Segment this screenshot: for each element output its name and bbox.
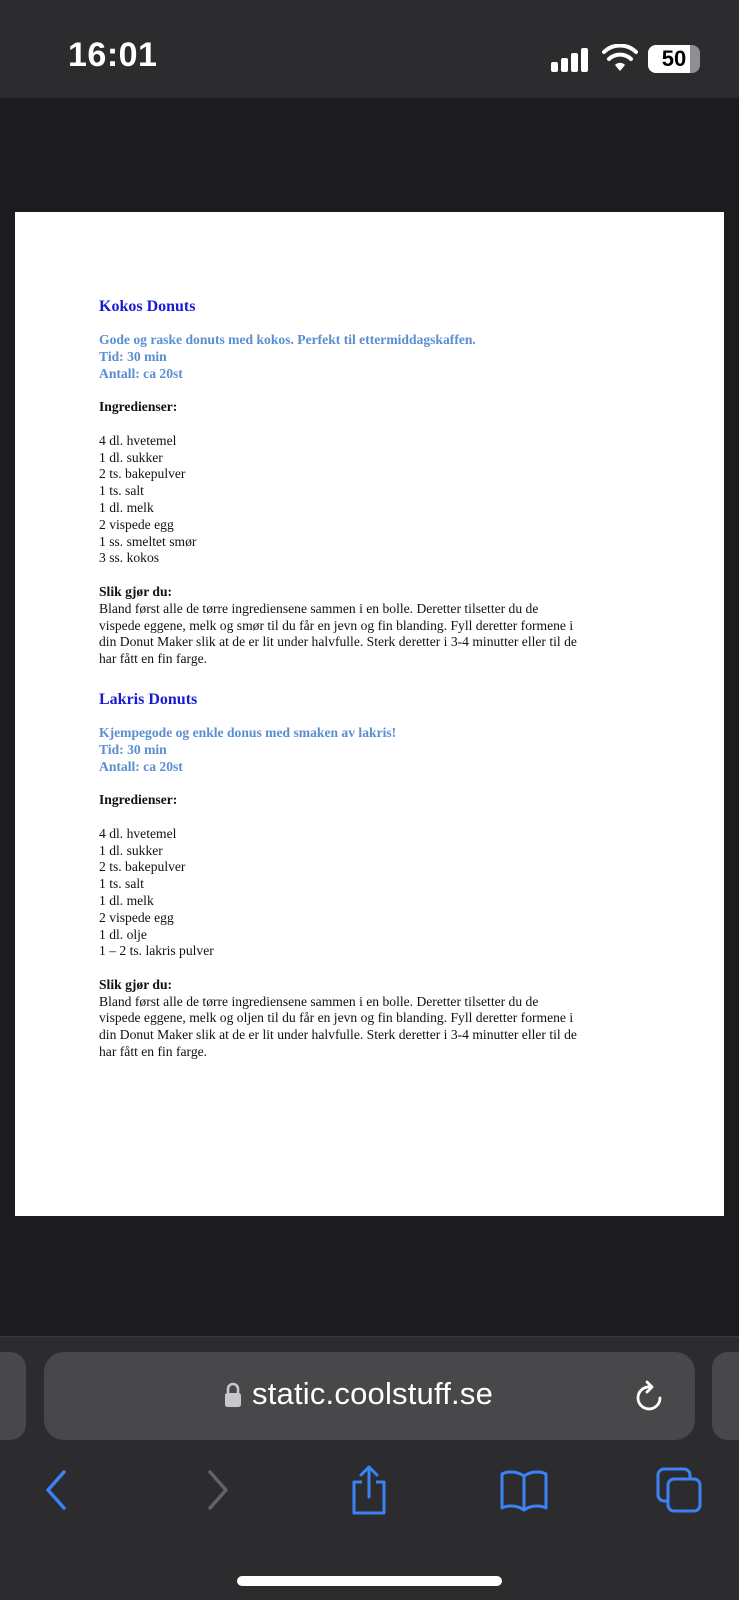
ingredient-item: 2 vispede egg bbox=[99, 516, 174, 532]
tabs-button[interactable] bbox=[654, 1462, 704, 1518]
method-line: vispede eggene, melk og oljen til du får en jevn og fin blanding. Fyll deretter formene i bbox=[99, 1010, 574, 1026]
ingredient-item: 1 dl. sukker bbox=[99, 449, 163, 465]
ingredient-item: 2 vispede egg bbox=[99, 909, 174, 925]
ingredient-item: 1 dl. olje bbox=[99, 926, 147, 942]
home-indicator[interactable] bbox=[237, 1576, 502, 1586]
share-icon bbox=[349, 1464, 389, 1516]
bookmarks-icon bbox=[499, 1468, 549, 1512]
ingredient-item: 1 dl. melk bbox=[99, 892, 154, 908]
url-text[interactable]: static.coolstuff.se bbox=[252, 1376, 494, 1411]
address-bar[interactable] bbox=[44, 1352, 695, 1440]
ingredient-item: 1 ts. salt bbox=[99, 483, 144, 499]
ingredient-item: 1 dl. sukker bbox=[99, 842, 163, 858]
ingredient-item: 4 dl. hvetemel bbox=[99, 432, 177, 448]
ingredient-item: 2 ts. bakepulver bbox=[99, 466, 186, 482]
method-line: Bland først alle de tørre ingrediensene sammen i en bolle. Deretter tilsetter du de bbox=[99, 600, 539, 616]
method-heading: Slik gjør du: bbox=[99, 976, 173, 992]
ingredient-item: 1 ss. smeltet smør bbox=[99, 533, 197, 549]
recipe-description: Gode og raske donuts med kokos. Perfekt til ettermiddagskaffen. bbox=[99, 332, 476, 347]
lock-icon bbox=[224, 1382, 242, 1408]
recipe-description: Kjempegode og enkle donus med smaken av lakris! bbox=[99, 724, 397, 740]
ingredient-item: 1 dl. melk bbox=[99, 499, 154, 515]
ingredient-item: 1 ts. salt bbox=[99, 876, 144, 892]
pdf-page[interactable] bbox=[15, 212, 724, 1216]
share-button[interactable] bbox=[344, 1462, 394, 1518]
cellular-signal-icon bbox=[551, 46, 591, 72]
ingredients-heading: Ingredienser: bbox=[99, 399, 178, 415]
battery-level: 50 bbox=[661, 46, 687, 71]
tabs-icon bbox=[655, 1466, 703, 1514]
ingredient-item: 4 dl. hvetemel bbox=[99, 825, 177, 841]
status-time: 16:01 bbox=[68, 36, 158, 74]
ingredient-item: 1 – 2 ts. lakris pulver bbox=[99, 943, 214, 959]
next-tab-preview[interactable] bbox=[712, 1352, 739, 1440]
wifi-icon bbox=[602, 44, 638, 72]
browser-toolbar bbox=[0, 1462, 739, 1522]
ingredient-item: 2 ts. bakepulver bbox=[99, 859, 186, 875]
recipe-title: Kokos Donuts bbox=[99, 298, 196, 315]
recipe-kokos bbox=[99, 297, 659, 668]
method-text bbox=[99, 994, 659, 1061]
ingredients-heading: Ingredienser: bbox=[99, 792, 178, 808]
method-heading: Slik gjør du: bbox=[99, 583, 173, 599]
previous-tab-preview[interactable] bbox=[0, 1352, 26, 1440]
recipe-title: Lakris Donuts bbox=[99, 690, 198, 708]
bookmarks-button[interactable] bbox=[499, 1462, 549, 1518]
status-bar bbox=[0, 0, 739, 98]
method-line: din Donut Maker slik at de er lit under halvfulle. Sterk deretter i 3-4 minutter eller til de bbox=[99, 1027, 577, 1043]
recipe-time: Tid: 30 min bbox=[99, 741, 167, 757]
reload-icon[interactable] bbox=[634, 1379, 666, 1413]
recipe-lakris bbox=[99, 690, 659, 1061]
method-line: Bland først alle de tørre ingrediensene sammen i en bolle. Deretter tilsetter du de bbox=[99, 993, 539, 1009]
ingredient-list bbox=[99, 826, 659, 960]
method-line: har fått en fin farge. bbox=[99, 651, 208, 667]
method-text bbox=[99, 601, 659, 668]
battery-icon bbox=[648, 45, 700, 73]
method-line: har fått en fin farge. bbox=[99, 1044, 208, 1060]
back-icon bbox=[42, 1468, 72, 1512]
forward-button[interactable] bbox=[192, 1462, 242, 1518]
recipe-amount: Antall: ca 20st bbox=[99, 365, 183, 381]
recipe-amount: Antall: ca 20st bbox=[99, 758, 183, 774]
ingredient-list bbox=[99, 433, 659, 567]
method-line: din Donut Maker slik at de er lit under halvfulle. Sterk deretter i 3-4 minutter eller til de bbox=[99, 634, 577, 650]
method-line: vispede eggene, melk og smør til du får en jevn og fin blanding. Fyll deretter formene i bbox=[99, 617, 574, 633]
ingredient-item: 3 ss. kokos bbox=[99, 550, 160, 566]
document-content bbox=[99, 297, 659, 1061]
recipe-time: Tid: 30 min bbox=[99, 348, 167, 364]
back-button[interactable] bbox=[32, 1462, 82, 1518]
forward-icon bbox=[202, 1468, 232, 1512]
